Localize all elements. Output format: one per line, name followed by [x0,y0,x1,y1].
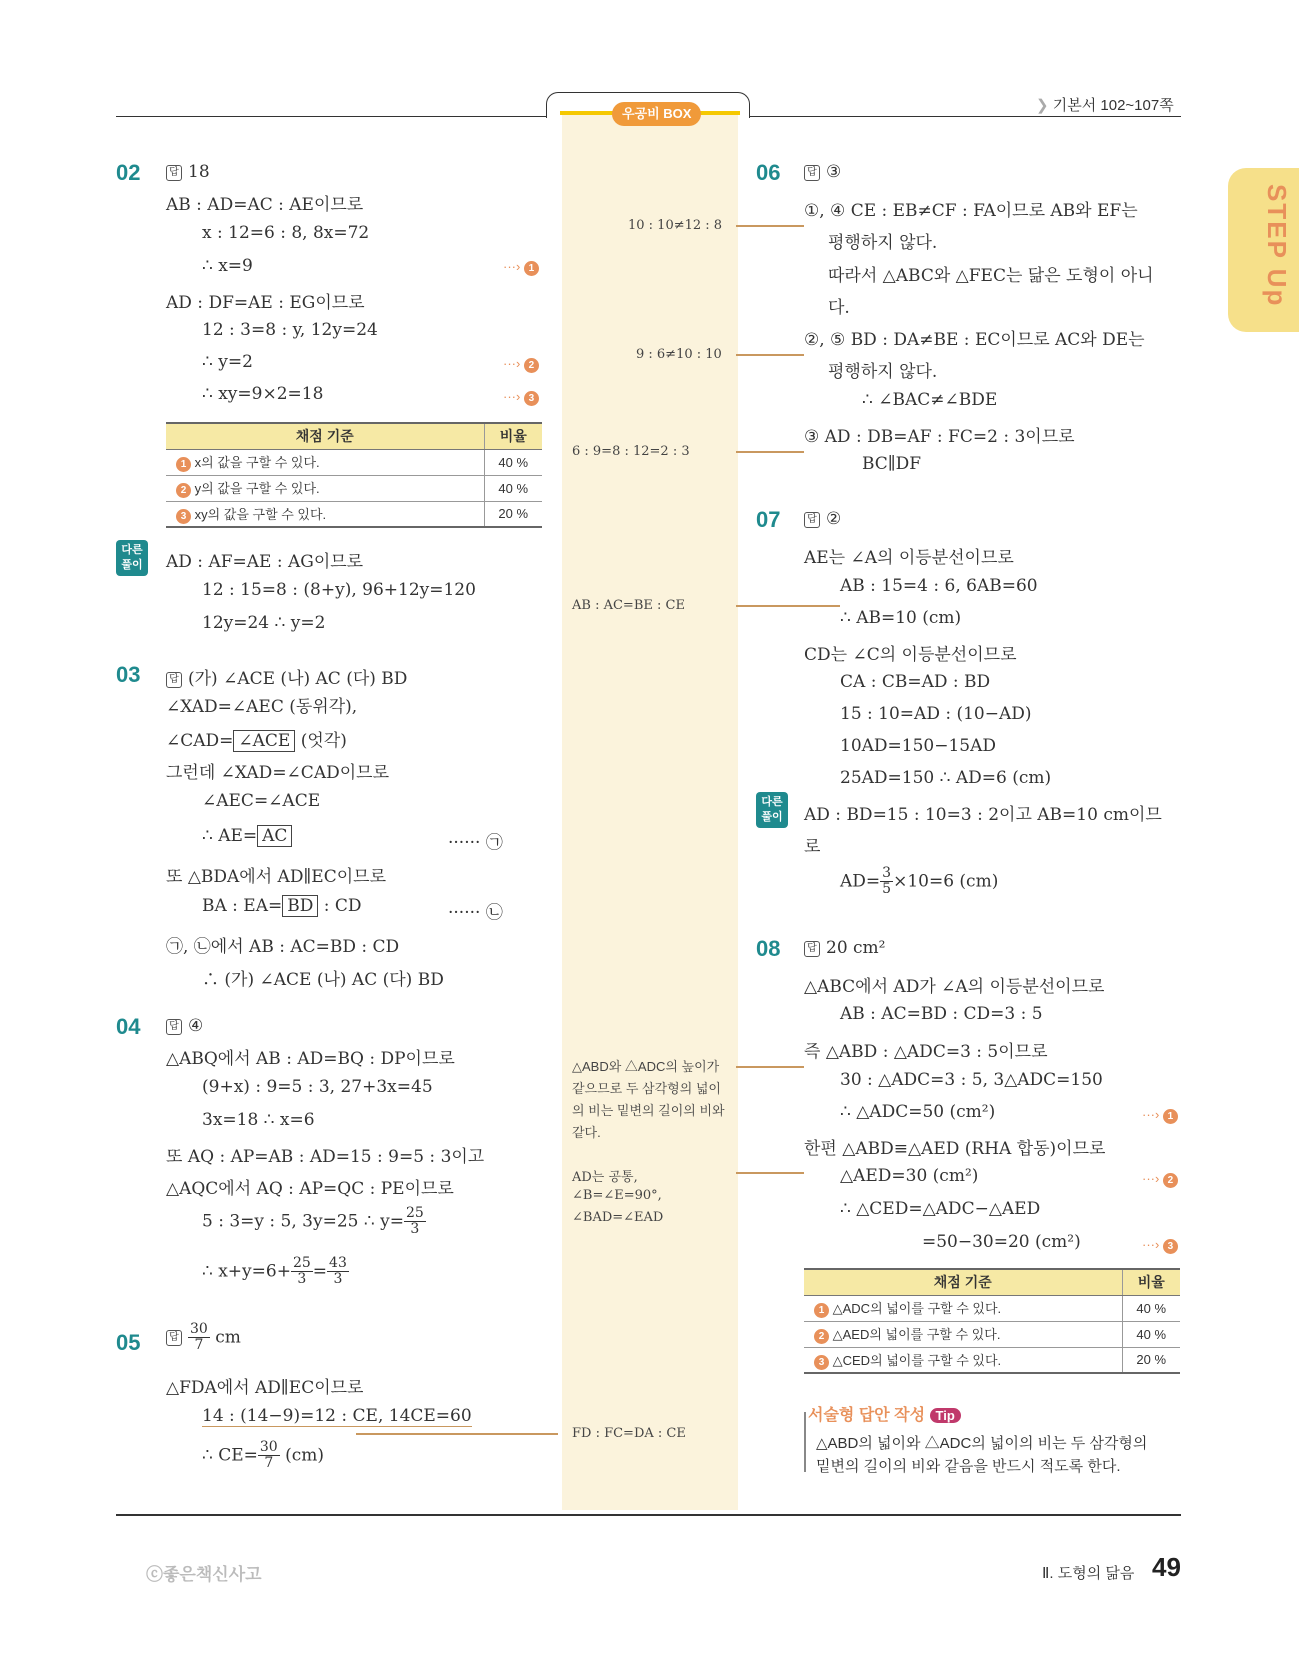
connector-line [736,225,804,227]
solution-line: 또 AQ : AP=AB : AD=15 : 9=5 : 3이고 [166,1147,485,1167]
answer-icon: 답 [166,1019,182,1035]
answer: 답 $\frac{30}{7}$ cm [166,1322,241,1353]
side-note: FD : FC=DA : CE [572,1426,686,1441]
step-marker-3: ···› 3 [1142,1234,1178,1254]
answer-icon: 답 [166,165,182,181]
publisher: ⓒ좋은책신사고 [146,1565,262,1584]
solution-line: ②, ⑤ BD : DA≠BE : EC이므로 AC와 DE는 [804,330,1145,350]
blank-box: ∠ACE [233,730,295,752]
table-row: 1 △ADC의 넓이를 구할 수 있다. 40 % [804,1295,1180,1321]
solution-line: AD= $\frac{3}{5}$ ×10=6 (cm) [840,865,999,897]
solution-line: ∴ CE= $\frac{30}{7}$ (cm) [202,1439,325,1471]
solution-line: AB : 15=4 : 6, 6AB=60 [840,576,1038,596]
solution-line: BC∥DF [862,454,922,474]
solution-line: ㉠, ㉡에서 AB : AC=BD : CD [166,937,400,957]
solution-line: 12 : 3=8 : y, 12y=24 [202,320,378,340]
solution-line: ∴ (가) ∠ACE (나) AC (다) BD [202,970,444,990]
solution-line: 15 : 10=AD : (10−AD) [840,704,1032,724]
side-note: ∠B=∠E=90°, [572,1188,662,1203]
fraction: $\frac{25}{3}$ [292,1255,311,1287]
problem-number: 07 [756,507,781,532]
solution-line: AE는 ∠A의 이등분선이므로 [804,548,1014,568]
problem-number: 02 [116,160,141,185]
solution-line: ∴ ∠BAC≠∠BDE [862,390,998,410]
solution-line: 14 : (14−9)=12 : CE, 14CE=60 [202,1406,472,1426]
chevron-right-icon: ❯ [1036,97,1053,114]
answer-icon: 답 [166,672,182,688]
side-note: AD는 공통, [572,1170,638,1185]
mid-band [562,112,738,1510]
blank-box: BD [282,895,318,917]
side-note: 6 : 9=8 : 12=2 : 3 [572,444,690,459]
solution-line: ①, ④ CE : EB≠CF : FA이므로 AB와 EF는 [804,201,1138,221]
solution-line: ∴ △ADC=50 (cm²) [840,1102,996,1122]
solution-line: AB : AC=BD : CD=3 : 5 [840,1004,1043,1024]
tip-text: △ABD의 넓이와 △ADC의 넓이의 비는 두 삼각형의 [816,1435,1148,1452]
solution-line: ∴ xy=9×2=18 [202,384,324,404]
solution-line: ∴ y=2 [202,352,253,372]
solution-line: =50−30=20 (cm²) [922,1232,1081,1252]
equation-label: ······ ㉡ [448,903,503,923]
solution-line: 평행하지 않다. [828,362,938,382]
solution-line: AD : DF=AE : EG이므로 [166,293,365,313]
footer-line [116,1514,1181,1516]
solution-line: △ABC에서 AD가 ∠A의 이등분선이므로 [804,977,1105,997]
solution-line: 5 : 3=y : 5, 3y=25 ∴ y= $\frac{25}{3}$ [202,1205,424,1237]
solution-line: AD : AF=AE : AG이므로 [166,552,364,572]
connector-line [736,451,804,453]
solution-line: 10AD=150−15AD [840,736,997,756]
answer: 답 (가) ∠ACE (나) AC (다) BD [166,664,407,689]
side-note: 10 : 10≠12 : 8 [628,218,723,233]
solution-line: 또 △BDA에서 AD∥EC이므로 [166,867,386,887]
side-note: △ABD와 △ADC의 높이가 같으므로 두 삼각형의 넓이의 비는 밑변의 길이의 비와 같다. [572,1059,725,1140]
step-up-label: STEP Up [1262,184,1292,308]
connector-line [736,354,804,356]
solution-line: BA : EA= BD : CD [202,896,362,916]
solution-line: ∴ △CED=△ADC−△AED [840,1199,1041,1219]
solution-line: ∴ AE= AC [202,826,292,846]
solution-line: 12 : 15=8 : (8+y), 96+12y=120 [202,580,476,600]
table-header: 비율 [1122,1269,1180,1295]
solution-line: (9+x) : 9=5 : 3, 27+3x=45 [202,1077,433,1097]
step-marker-2: ···› 2 [503,353,539,373]
alt-solution-tag: 다른 풀이 [756,792,788,828]
solution-line: △AQC에서 AQ : AP=QC : PE이므로 [166,1179,454,1199]
connector-line [736,1172,804,1174]
side-note: AB : AC=BE : CE [572,598,685,613]
solution-line: 로 [804,837,821,857]
side-note: ∠BAD=∠EAD [572,1210,664,1225]
table-row: 3 xy의 값을 구할 수 있다. 20 % [166,501,542,527]
solution-line: ∴ x+y=6+ $\frac{25}{3}$ = $\frac{43}{3}$ [202,1255,347,1287]
step-marker-2: ···› 2 [1142,1168,1178,1188]
answer-icon: 답 [804,165,820,181]
solution-line: △FDA에서 AD∥EC이므로 [166,1378,364,1398]
solution-line: 25AD=150 ∴ AD=6 (cm) [840,768,1052,788]
problem-number: 06 [756,160,781,185]
step-marker-3: ···› 3 [503,386,539,406]
connector-line [736,1066,804,1068]
solution-line: AB : AD=AC : AE이므로 [166,195,364,215]
step-marker-1: ···› 1 [1142,1104,1178,1124]
grading-table [804,1268,1180,1374]
problem-number: 03 [116,662,141,687]
answer: 답 20 cm² [804,938,886,958]
tip-border [804,1412,806,1472]
solution-line: 즉 △ABD : △ADC=3 : 5이므로 [804,1042,1048,1062]
solution-line: 그런데 ∠XAD=∠CAD이므로 [166,763,389,783]
solution-line: △AED=30 (cm²) [840,1166,979,1186]
blank-box: AC [257,825,292,847]
solution-line: 다. [828,298,850,318]
tip-title: 서술형 답안 작성 Tip [808,1402,961,1425]
solution-line: 30 : △ADC=3 : 5, 3△ADC=150 [840,1070,1103,1090]
solution-line: ∴ AB=10 (cm) [840,608,962,628]
page-reference: ❯ 기본서 102~107쪽 [1036,97,1174,114]
solution-line: AD : BD=15 : 10=3 : 2이고 AB=10 cm이므 [804,805,1162,825]
connector-line [356,1433,558,1435]
page-number: 49 [1152,1552,1181,1582]
connector-line [736,605,840,607]
table-header: 비율 [484,423,542,449]
solution-line: ③ AD : DB=AF : FC=2 : 3이므로 [804,427,1075,447]
table-row: 2 y의 값을 구할 수 있다. 40 % [166,475,542,501]
equation-label: ······ ㉠ [448,833,503,853]
answer: 답 ④ [166,1016,203,1036]
answer-icon: 답 [166,1330,182,1346]
fraction: $\frac{3}{5}$ [882,865,892,897]
answer: 답 ② [804,509,841,529]
answer: 답 18 [166,162,210,182]
solution-line: ∠XAD=∠AEC (동위각), [166,697,358,717]
problem-number: 04 [116,1014,141,1039]
solution-line: 12y=24 ∴ y=2 [202,613,326,633]
fraction: $\frac{25}{3}$ [405,1205,424,1237]
side-note: 9 : 6≠10 : 10 [636,347,722,362]
problem-number: 05 [116,1330,141,1355]
solution-line: CD는 ∠C의 이등분선이므로 [804,645,1017,665]
table-row: 1 x의 값을 구할 수 있다. 40 % [166,449,542,475]
solution-line: ∠AEC=∠ACE [202,791,321,811]
solution-line: ∠CAD= ∠ACE (엇각) [166,731,347,751]
table-header: 채점 기준 [804,1269,1122,1295]
answer: 답 ③ [804,162,841,182]
solution-line: ∴ x=9 [202,256,253,276]
fraction: $\frac{30}{7}$ [190,1321,208,1353]
solution-line: △ABQ에서 AB : AD=BQ : DP이므로 [166,1049,455,1069]
table-row: 2 △AED의 넓이를 구할 수 있다. 40 % [804,1321,1180,1347]
fraction: $\frac{30}{7}$ [259,1439,278,1471]
fraction: $\frac{43}{3}$ [329,1255,347,1287]
step-marker-1: ···› 1 [503,256,539,276]
tip-badge: Tip [930,1408,961,1423]
answer-icon: 답 [804,512,820,528]
grading-table [166,422,542,528]
solution-line: 따라서 △ABC와 △FEC는 닮은 도형이 아니 [828,266,1154,286]
solution-line: x : 12=6 : 8, 8x=72 [202,223,370,243]
problem-number: 08 [756,936,781,961]
chapter-title: Ⅱ. 도형의 닮음 [1042,1565,1135,1582]
box-label: 우공비 BOX [612,102,701,126]
answer-icon: 답 [804,941,820,957]
table-row: 3 △CED의 넓이를 구할 수 있다. 20 % [804,1347,1180,1373]
solution-line: 평행하지 않다. [828,233,938,253]
solution-line: 한편 △ABD≡△AED (RHA 합동)이므로 [804,1139,1106,1159]
solution-line: 3x=18 ∴ x=6 [202,1110,315,1130]
solution-line: CA : CB=AD : BD [840,672,991,692]
alt-solution-tag: 다른 풀이 [116,540,148,576]
table-header: 채점 기준 [166,423,484,449]
tip-text: 밑변의 길이의 비와 같음을 반드시 적도록 한다. [816,1458,1121,1475]
